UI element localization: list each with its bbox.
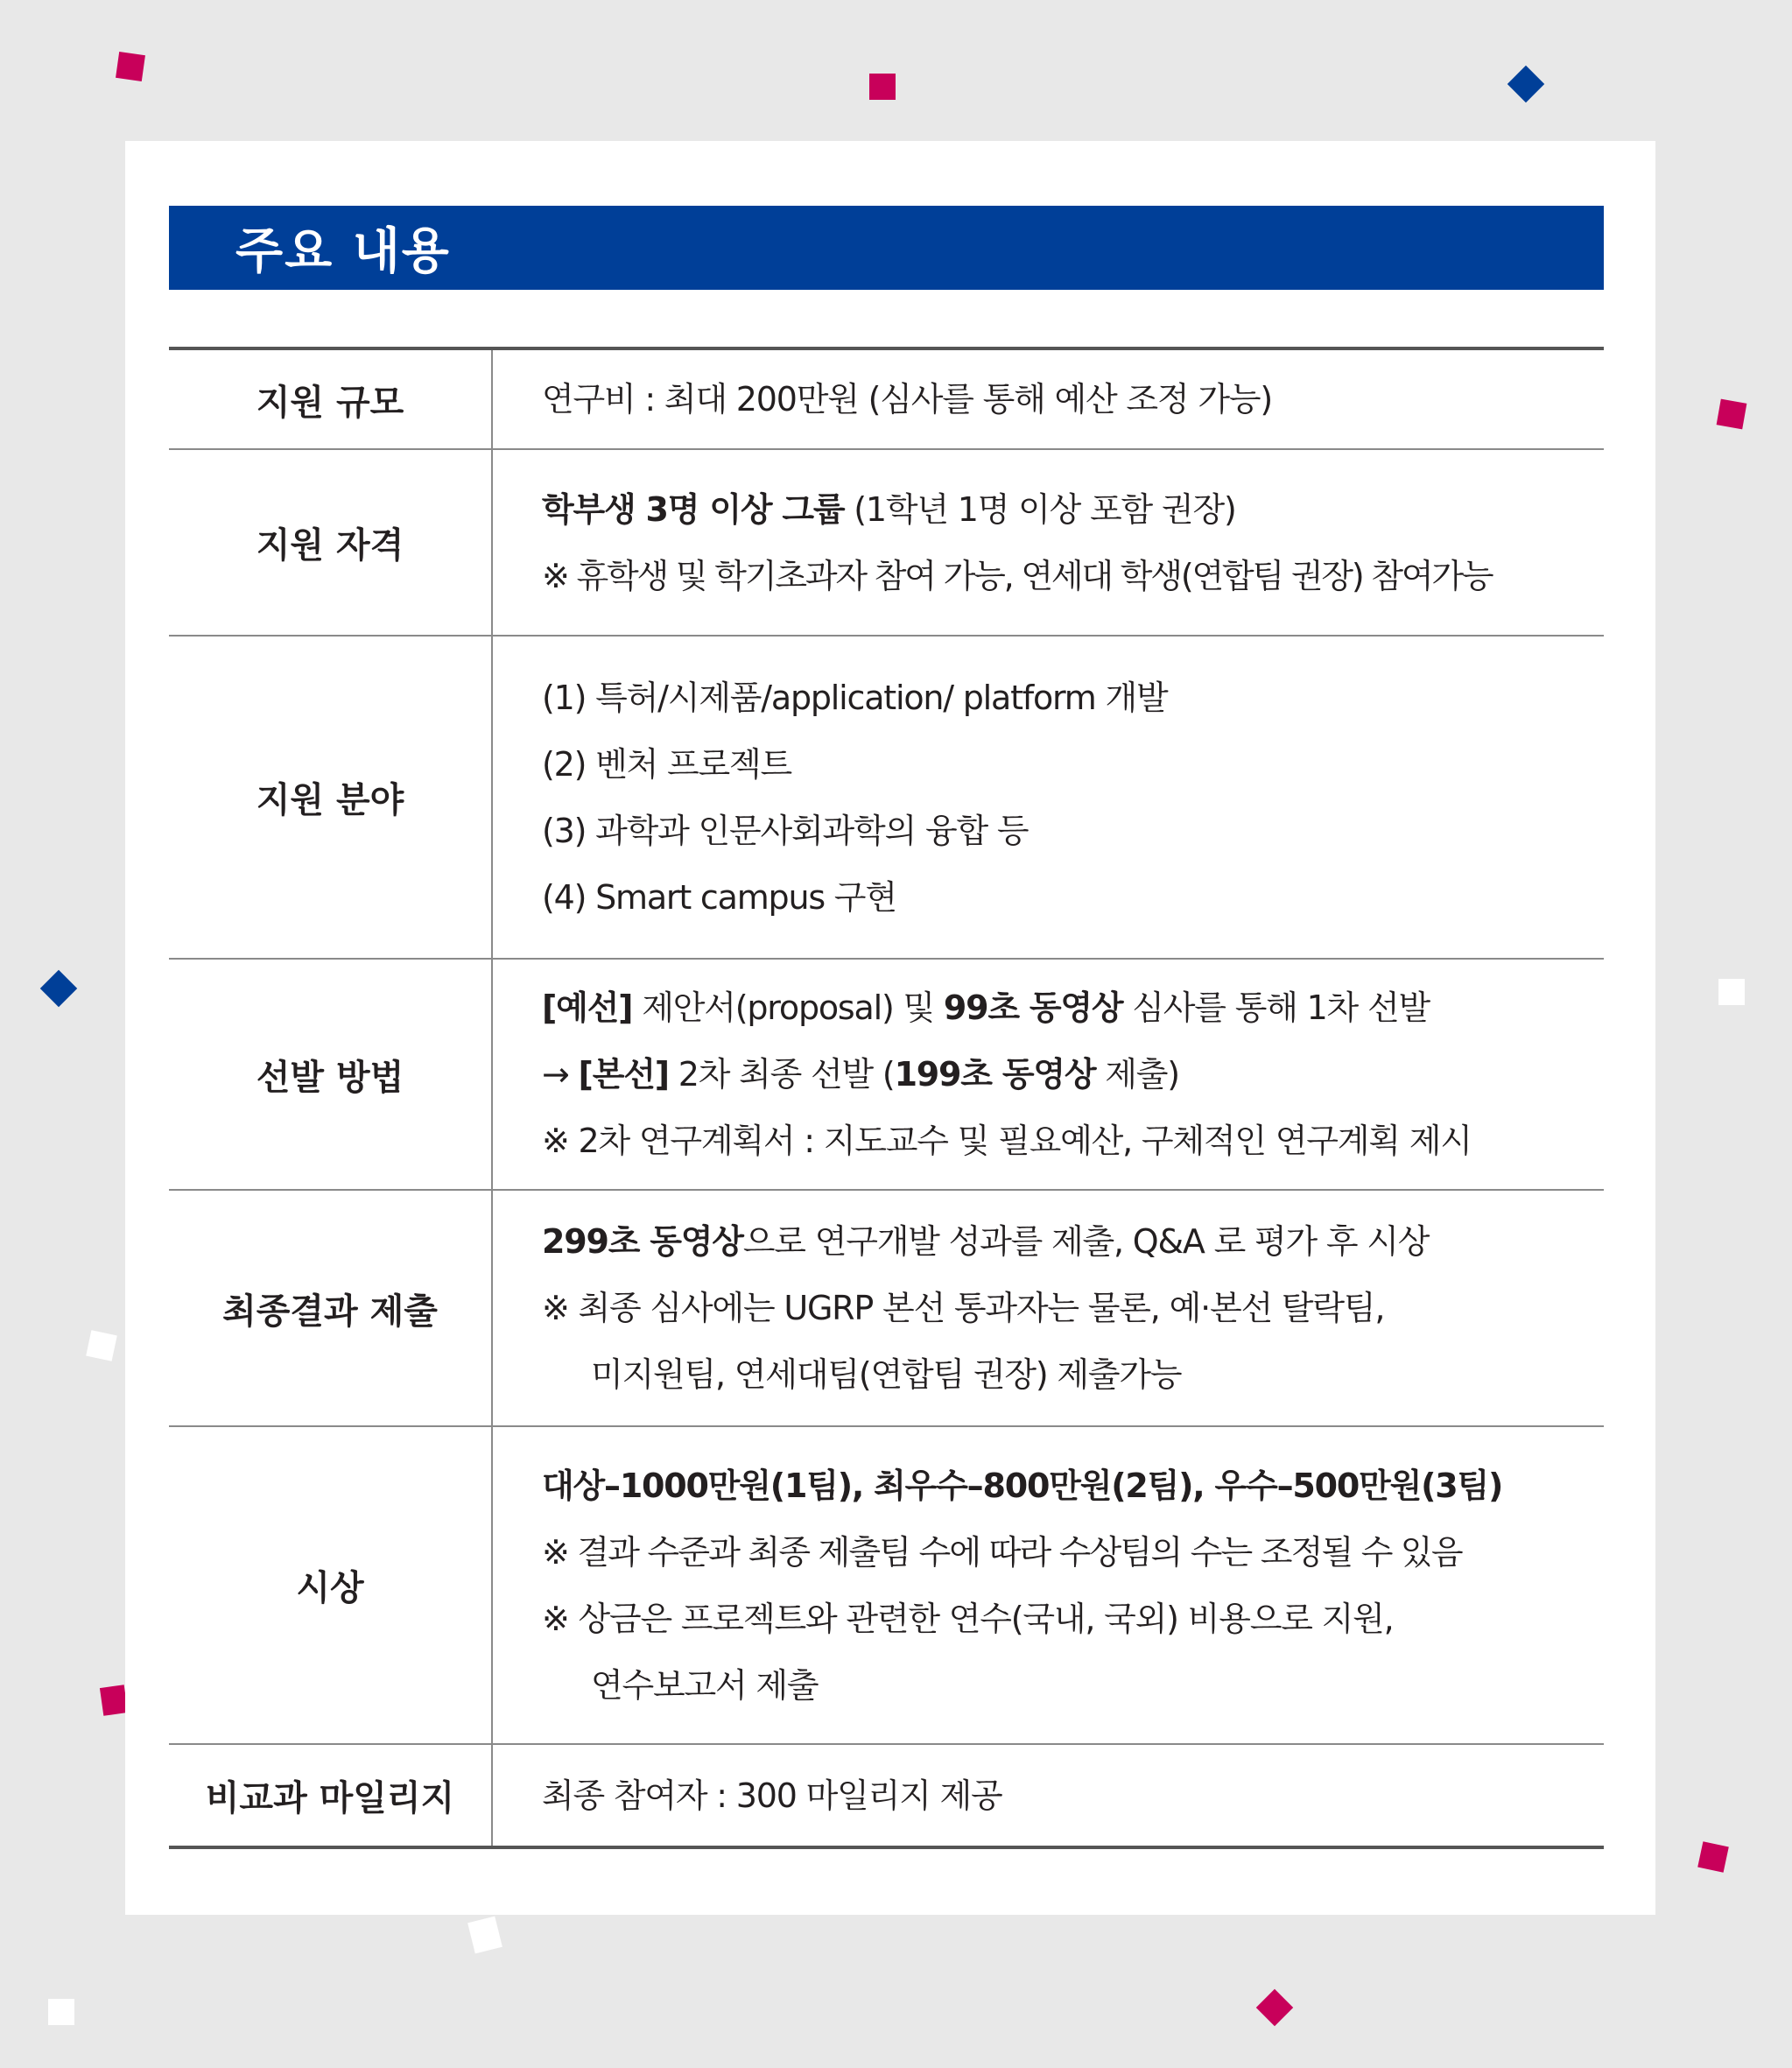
row-label: 시상 — [169, 1427, 493, 1743]
confetti-square — [86, 1330, 117, 1361]
content-line: ※ 최종 심사에는 UGRP 본선 통과자는 물론, 예·본선 탈락팀, — [542, 1289, 1385, 1327]
row-content — [493, 350, 1604, 448]
content-line: 연수보고서 제출 — [591, 1665, 819, 1705]
text: 심사를 통해 1차 선발 — [1122, 988, 1430, 1027]
content-line — [542, 974, 1595, 1041]
text: 2차 최종 선발 ( — [668, 1055, 895, 1094]
content-line: ※ 2차 연구계획서 : 지도교수 및 필요예산, 구체적인 연구계획 제시 — [542, 1122, 1472, 1160]
bold-text: 299초 동영상 — [542, 1222, 743, 1261]
text: 으로 연구개발 성과를 제출, Q&A 로 평가 후 시상 — [742, 1222, 1430, 1261]
content-line: (4) Smart campus 구현 — [542, 877, 896, 917]
bold-text: 199초 동영상 — [894, 1055, 1096, 1094]
confetti-square — [100, 1685, 128, 1716]
confetti-square — [1507, 66, 1544, 102]
section-title: 주요 내용 — [235, 223, 451, 280]
content-line: (3) 과학과 인문사회과학의 융합 등 — [542, 811, 1029, 850]
text: (1학년 1명 이상 포함 권장) — [844, 489, 1236, 529]
content-line — [542, 476, 1595, 543]
content-line: (2) 벤처 프로젝트 — [542, 744, 792, 784]
row-label: 선발 방법 — [169, 960, 493, 1189]
row-content — [493, 450, 1604, 635]
text: 제안서(proposal) 및 — [632, 988, 944, 1027]
content-line: ※ 상금은 프로젝트와 관련한 연수(국내, 국외) 비용으로 지원, — [542, 1599, 1394, 1638]
row-content — [493, 1427, 1604, 1743]
table-row-mileage — [169, 1745, 1604, 1846]
content-line — [542, 1208, 1595, 1275]
table-row-eligibility — [169, 450, 1604, 637]
content-line: 미지원팀, 연세대팀(연합팀 권장) 제출가능 — [591, 1355, 1182, 1394]
confetti-square — [1717, 399, 1747, 430]
table-row-scale — [169, 350, 1604, 450]
content-line: ※ 결과 수준과 최종 제출팀 수에 따라 수상팀의 수는 조정될 수 있음 — [542, 1532, 1462, 1572]
confetti-square — [467, 1917, 502, 1954]
bold-text: 99초 동영상 — [943, 988, 1123, 1027]
bold-text: [본선] — [578, 1055, 669, 1094]
confetti-square — [1697, 1841, 1729, 1873]
confetti-square — [116, 52, 145, 81]
table-row-fields — [169, 637, 1604, 960]
row-content — [493, 960, 1604, 1189]
confetti-square — [48, 1999, 74, 2025]
row-content — [493, 1191, 1604, 1425]
content-line: (1) 특허/시제품/application/ platform 개발 — [542, 678, 1168, 717]
text: → — [542, 1055, 579, 1094]
bold-text: [예선] — [542, 988, 633, 1027]
confetti-square — [869, 74, 896, 100]
content-line: 최종 참여자 : 300 마일리지 제공 — [542, 1776, 1002, 1815]
table-row-final-submission — [169, 1191, 1604, 1427]
confetti-square — [1256, 1989, 1293, 2026]
content-line — [542, 1041, 1595, 1108]
row-label: 비교과 마일리지 — [169, 1745, 493, 1846]
info-card — [125, 141, 1655, 1915]
row-label: 지원 분야 — [169, 637, 493, 958]
info-table — [169, 347, 1604, 1849]
bold-text: 학부생 3명 이상 그룹 — [542, 489, 845, 529]
section-banner — [169, 206, 1604, 290]
table-row-awards — [169, 1427, 1604, 1745]
content-line: ※ 휴학생 및 학기초과자 참여 가능, 연세대 학생(연합팀 권장) 참여가능 — [542, 556, 1493, 595]
row-content — [493, 637, 1604, 958]
row-label: 지원 자격 — [169, 450, 493, 635]
confetti-square — [40, 970, 77, 1007]
row-label: 최종결과 제출 — [169, 1191, 493, 1425]
content-line: 대상–1000만원(1팀), 최우수–800만원(2팀), 우수–500만원(3팀) — [542, 1466, 1503, 1505]
table-row-selection — [169, 960, 1604, 1191]
content-line: 연구비 : 최대 200만원 (심사를 통해 예산 조정 가능) — [542, 380, 1272, 419]
text: 제출) — [1095, 1055, 1179, 1094]
row-label: 지원 규모 — [169, 350, 493, 448]
row-content — [493, 1745, 1604, 1846]
confetti-square — [1718, 979, 1745, 1005]
